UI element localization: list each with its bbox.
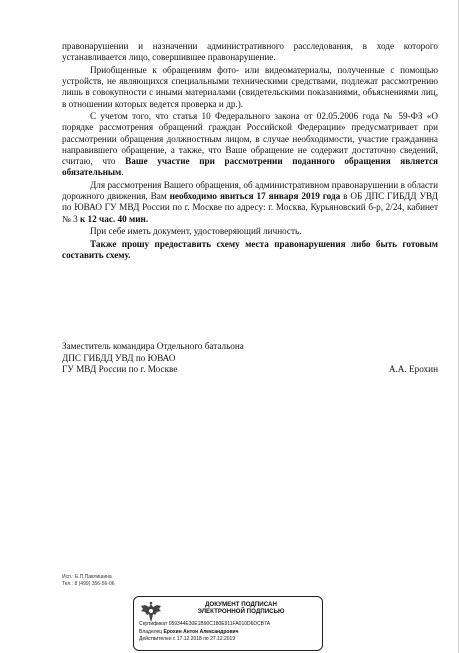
text-run: При себе иметь документ, удостоверяющий личность. xyxy=(90,226,302,237)
stamp-valid-label: Действителен xyxy=(139,636,172,643)
russian-eagle-emblem-icon xyxy=(139,601,163,623)
paragraph xyxy=(62,111,438,178)
signer-name: А.А. Ерохин xyxy=(388,364,438,374)
text-run: в ОБ ДПС ГИБДД УВД по ЮВАО ГУ МВД России по г. Москве по адресу: г. Москва, Курьяновский б-р, 2/24, кабинет № 3 xyxy=(62,191,439,224)
executor-info xyxy=(62,574,115,587)
executor-name: Исп.: Е.П.Павлишина xyxy=(62,574,112,580)
paragraph xyxy=(62,239,438,261)
stamp-cert-value: 059344E30E1B90C180E911FA010D6DCB7A xyxy=(168,621,271,627)
text-run: правонарушении и назначении административного расследования, в ходе которого устанавливается лицо, совершившее правонарушение. xyxy=(62,41,438,63)
signer-position-line3: ГУ МВД России по г. Москве xyxy=(62,364,178,374)
text-run: С учетом того, что статья 10 Федерального закона от 02.05.2006 года № 59-ФЗ «О порядке рассмотрения обращений граждан Российской Федерации» предусматривает при рассмотрении обращения должностным лицом, в случае необходимости, участие гражданина направившего обращение, а также, что Ваше обращение не содержит достаточно сведений, считаю, что xyxy=(62,111,438,167)
text-run: Для рассмотрения Вашего обращения, об административном правонарушении в области дорожного движения, Вам xyxy=(62,179,438,202)
electronic-signature-stamp xyxy=(133,596,323,651)
stamp-owner-label: Владелец xyxy=(139,628,163,635)
paragraph xyxy=(62,41,438,63)
stamp-cert-label: Сертификат xyxy=(139,621,168,627)
signer-row xyxy=(62,364,438,376)
stamp-valid-value: с 17.12.2018 по 27.12.2019 xyxy=(172,636,236,643)
stamp-title-line2: ЭЛЕКТРОННОЙ ПОДПИСЬЮ xyxy=(197,608,285,616)
signature-block xyxy=(62,341,438,376)
bold-text-run: Также прошу предоставить схему места правонарушения либо быть готовым составить схему. xyxy=(62,238,438,261)
bold-text-run: к 12 час. 40 мин. xyxy=(79,213,149,224)
paragraph xyxy=(62,65,438,110)
stamp-details xyxy=(139,621,318,644)
stamp-title xyxy=(164,601,318,616)
bold-text-run: необходимо явиться 17 января 2019 года xyxy=(169,191,341,202)
signer-position-line2: ДПС ГИБДД УВД по ЮВАО xyxy=(62,352,176,363)
text-run: Приобщенные к обращениям фото- или видеоматериалы, полученные с помощью устройств, не являющихся специальными техническими средствами, подлежат рассмотрению лишь в совокупности с иными материалами (свидетельскими показаниями, объяснениями лиц, в отношении которых ведется проверка и др.). xyxy=(62,64,438,109)
text-run: . xyxy=(121,167,124,178)
stamp-owner-value: Ерохин Антон Александрович xyxy=(163,628,239,635)
stamp-title-line1: ДОКУМЕНТ ПОДПИСАН xyxy=(205,601,277,608)
bold-text-run: Ваше участие при рассмотрении поданного обращения является обязательным xyxy=(62,156,438,178)
paragraph xyxy=(62,180,438,225)
signer-position-line1: Заместитель командира Отдельного батальона xyxy=(62,341,244,351)
stamp-cert-row xyxy=(139,621,318,629)
paragraph xyxy=(62,226,438,237)
stamp-valid-row xyxy=(139,636,318,644)
letter-body xyxy=(62,41,438,263)
executor-phone: Тел.: 8 (499) 356-56-06 xyxy=(62,580,115,587)
